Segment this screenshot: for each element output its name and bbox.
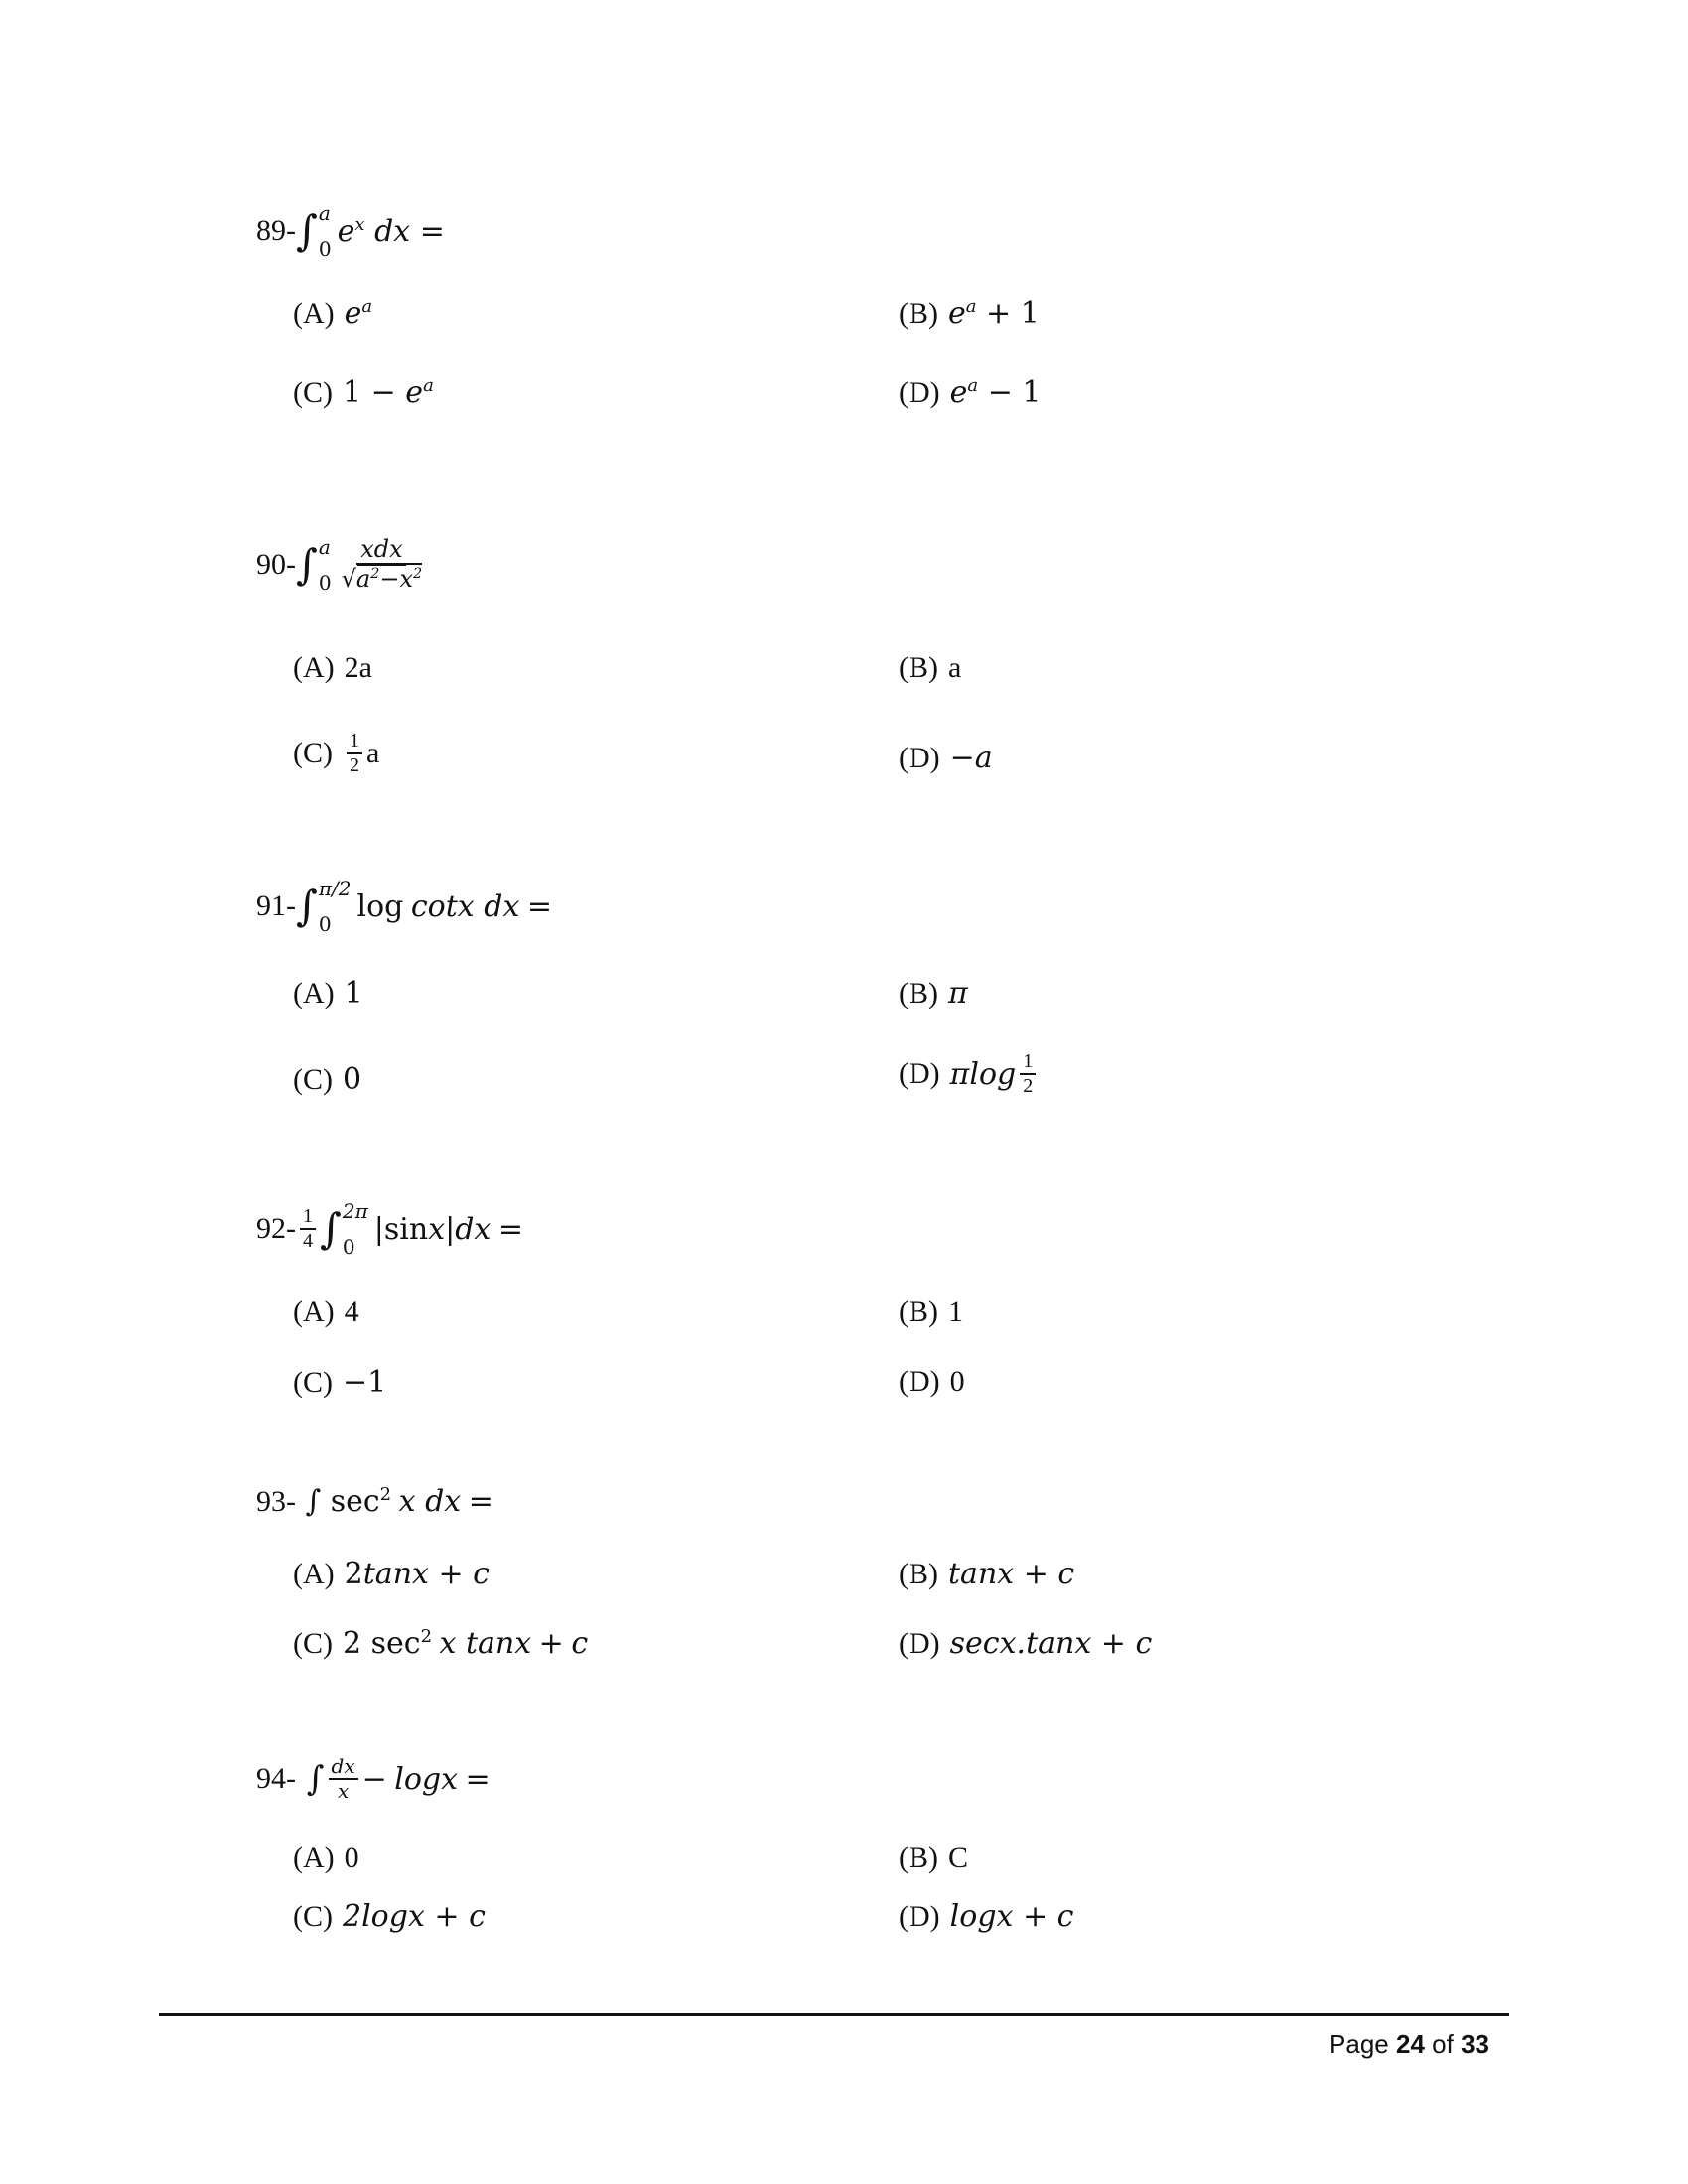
option-text: 2logx + c <box>343 1899 486 1934</box>
integral-sign: ∫ <box>320 1204 342 1253</box>
question-number: 92- <box>256 1212 296 1245</box>
numerator: xdx <box>357 536 405 566</box>
denominator: $√a^2-x^2$ <box>341 564 423 593</box>
question-93 <box>256 1484 493 1519</box>
option-text: a <box>366 737 380 769</box>
integral-limits <box>319 204 332 259</box>
option-93-a[interactable] <box>293 1557 490 1591</box>
option-93-b[interactable] <box>899 1557 1074 1591</box>
integral-limits <box>343 1201 368 1257</box>
question-90 <box>256 536 426 593</box>
option-text: −a <box>949 741 993 775</box>
option-text: 2a <box>344 651 372 684</box>
lower-limit: 0 <box>318 570 332 595</box>
option-91-d[interactable] <box>899 1050 1040 1098</box>
option-94-c[interactable] <box>293 1899 486 1934</box>
option-89-a[interactable] <box>293 296 372 331</box>
question-92 <box>256 1201 523 1257</box>
option-90-d[interactable] <box>899 741 993 775</box>
option-text: 2 $\sec^2 x$ tanx + c <box>343 1626 589 1661</box>
option-label: (B) <box>899 651 938 684</box>
page-current: 24 <box>1396 2029 1425 2059</box>
option-label: (D) <box>899 1057 940 1090</box>
lower-limit: 0 <box>342 1235 355 1259</box>
lower-limit: 0 <box>318 912 332 936</box>
option-92-c[interactable] <box>293 1365 386 1400</box>
option-label: (D) <box>899 741 940 774</box>
integral-limits <box>318 534 332 595</box>
option-text: 4 <box>344 1296 359 1328</box>
option-label: (A) <box>293 976 335 1010</box>
question-94 <box>256 1755 491 1803</box>
option-91-c[interactable] <box>293 1062 361 1097</box>
upper-limit: a <box>318 202 331 225</box>
option-91-a[interactable] <box>293 976 363 1011</box>
option-text: $e^a + 1$ <box>948 296 1040 331</box>
question-89 <box>256 204 445 259</box>
page-number <box>1329 2029 1489 2060</box>
option-label: (D) <box>899 1365 940 1398</box>
option-text: 0 <box>344 1842 359 1874</box>
footer-divider <box>159 2013 1509 2016</box>
option-92-b[interactable] <box>899 1296 963 1329</box>
option-label: (D) <box>899 375 940 409</box>
option-label: (C) <box>293 1365 333 1399</box>
option-90-a[interactable] <box>293 651 372 685</box>
question-number: 90- <box>256 547 296 581</box>
lower-limit: 0 <box>318 237 332 261</box>
question-number: 93- <box>256 1484 296 1518</box>
option-89-b[interactable] <box>899 296 1040 331</box>
option-text: C <box>948 1842 969 1874</box>
option-text: 1 <box>948 1296 963 1328</box>
option-label: (C) <box>293 1062 333 1096</box>
option-94-b[interactable] <box>899 1842 968 1875</box>
option-label: (A) <box>293 1557 335 1590</box>
question-expression: log cotx dx = <box>356 888 553 924</box>
upper-limit: 2π <box>342 1199 368 1223</box>
option-text: $e^a$ <box>344 296 373 331</box>
question-number: 94- <box>256 1762 296 1795</box>
upper-limit: π/2 <box>318 877 352 900</box>
option-text: −1 <box>343 1365 387 1400</box>
integral-sign: ∫ <box>296 206 318 255</box>
question-expression: − logx = <box>361 1761 491 1797</box>
option-94-d[interactable] <box>899 1899 1073 1934</box>
option-text: logx + c <box>949 1899 1074 1934</box>
option-label: (B) <box>899 1557 938 1590</box>
integral-limits <box>319 879 352 934</box>
option-92-d[interactable] <box>899 1365 965 1399</box>
option-label: (B) <box>899 1296 938 1328</box>
option-text: $1 - e^a$ <box>343 375 434 410</box>
one-half-fraction: $\frac{1}{2}$ <box>1020 1050 1036 1098</box>
one-half-fraction: $\frac{1}{2}$ <box>347 730 362 777</box>
option-label: (A) <box>293 1296 335 1328</box>
option-text: 2tanx + c <box>344 1557 490 1591</box>
question-91 <box>256 879 552 934</box>
option-text: a <box>948 651 962 684</box>
option-text: tanx + c <box>948 1557 1075 1591</box>
option-label: (D) <box>899 1899 940 1933</box>
upper-limit: a <box>318 534 331 559</box>
option-90-b[interactable] <box>899 651 961 685</box>
option-text: πlog <box>949 1056 1017 1092</box>
option-text: 1 <box>344 976 363 1011</box>
option-text: π <box>948 976 968 1011</box>
page-prefix: Page <box>1329 2029 1389 2059</box>
integrand-fraction: $\frac{dx}{x}$ <box>329 1755 358 1803</box>
question-expression: ∫ $\sec^2 x$ dx = <box>296 1484 493 1519</box>
integrand-fraction <box>342 536 423 593</box>
question-number: 91- <box>256 889 296 922</box>
integral-sign: ∫ <box>296 539 318 589</box>
question-number: 89- <box>256 214 296 247</box>
question-expression: |sinx|dx = <box>373 1211 523 1247</box>
option-label: (B) <box>899 296 938 330</box>
option-89-d[interactable] <box>899 375 1041 410</box>
option-text: $e^a - 1$ <box>949 375 1042 410</box>
integral-sign: ∫ <box>296 882 318 930</box>
option-label: (D) <box>899 1626 940 1660</box>
integral-sign: ∫ <box>296 1759 325 1799</box>
coefficient-fraction: $\frac{1}{4}$ <box>300 1205 316 1253</box>
option-text: 0 <box>949 1365 965 1398</box>
option-label: (B) <box>899 976 938 1010</box>
option-93-c[interactable] <box>293 1626 588 1661</box>
question-expression: $e^x$ dx = <box>337 213 445 249</box>
option-label: (B) <box>899 1842 938 1874</box>
option-94-a[interactable] <box>293 1842 359 1875</box>
option-91-b[interactable] <box>899 976 968 1011</box>
option-90-c[interactable] <box>293 730 379 777</box>
option-text: 0 <box>343 1062 362 1097</box>
option-93-d[interactable] <box>899 1626 1152 1661</box>
option-text: secx.tanx + c <box>949 1626 1153 1661</box>
option-label: (C) <box>293 1899 333 1933</box>
page-middle: of <box>1432 2029 1454 2059</box>
option-label: (A) <box>293 1842 335 1874</box>
option-label: (A) <box>293 296 335 330</box>
option-label: (C) <box>293 737 333 769</box>
option-label: (C) <box>293 1626 333 1660</box>
page-total: 33 <box>1461 2029 1489 2059</box>
option-89-c[interactable] <box>293 375 434 410</box>
option-label: (C) <box>293 375 333 409</box>
option-92-a[interactable] <box>293 1296 359 1329</box>
option-label: (A) <box>293 651 335 684</box>
